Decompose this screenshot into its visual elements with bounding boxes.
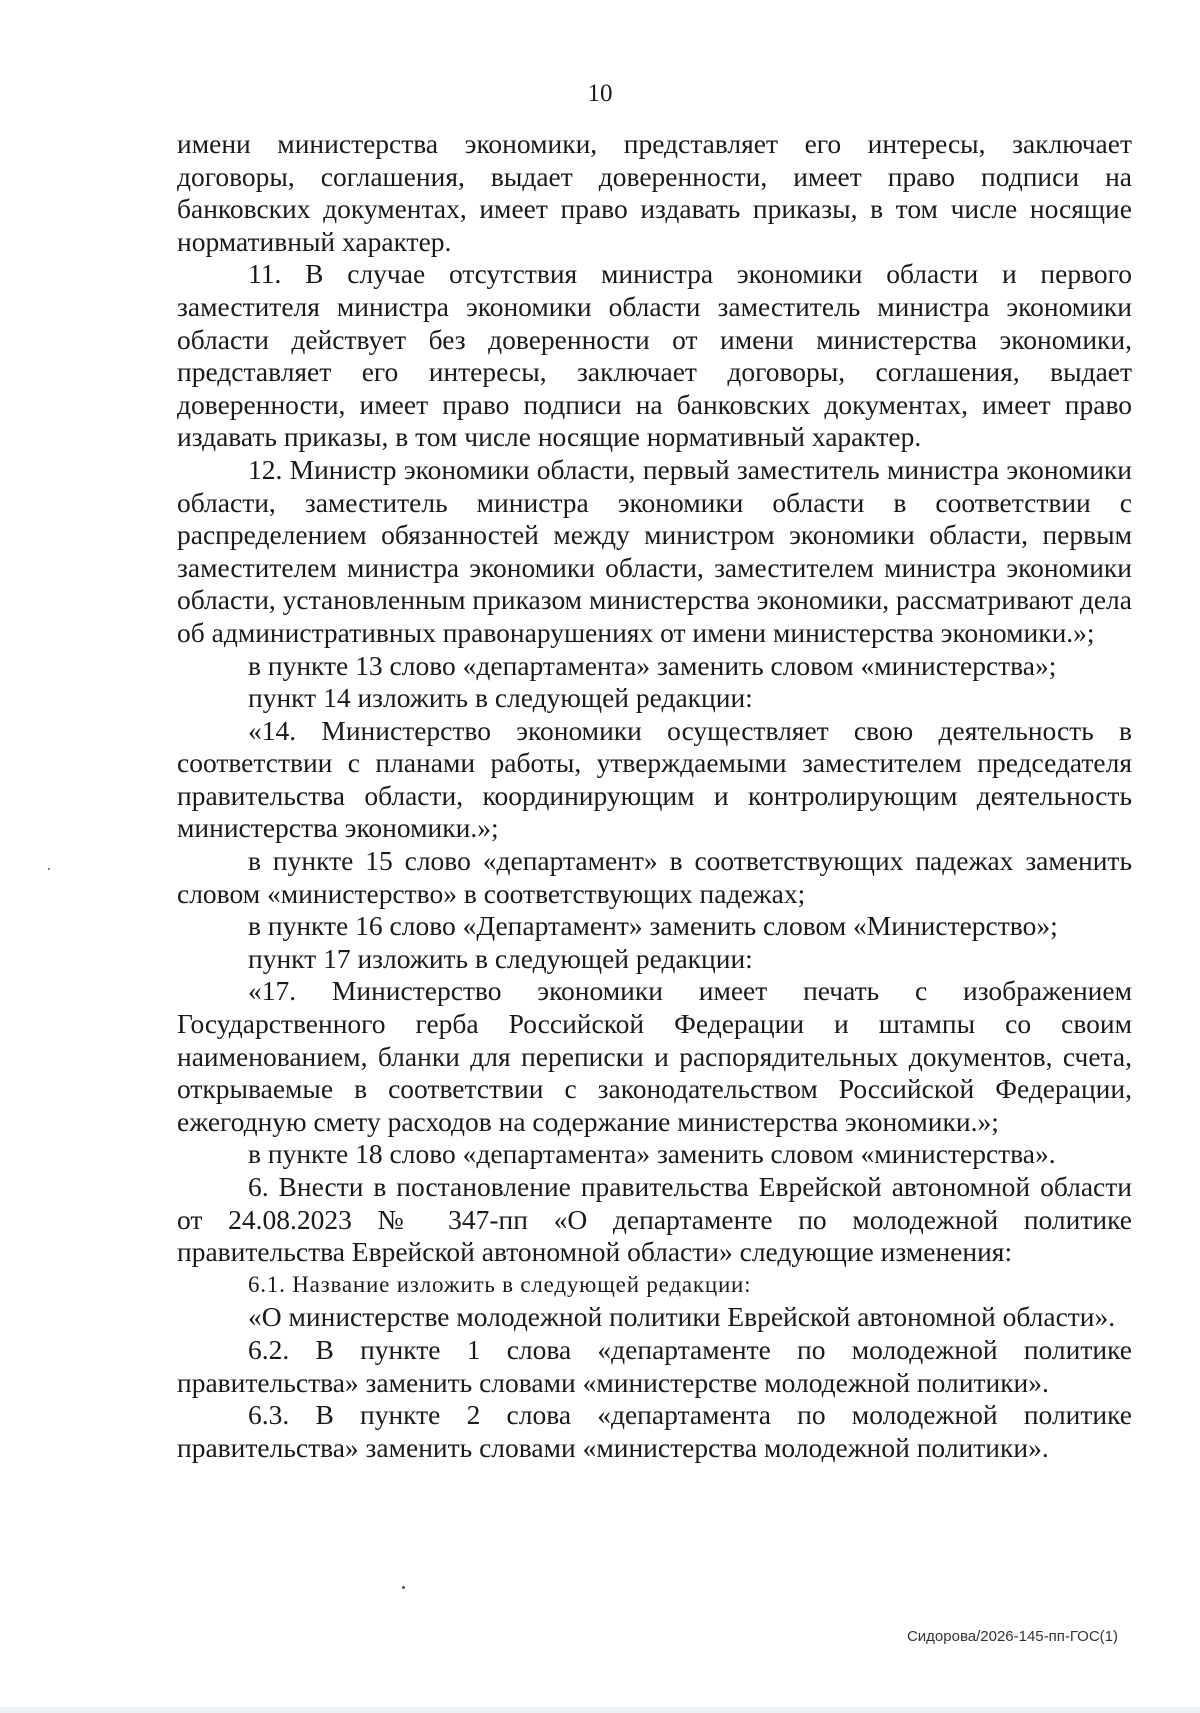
page-number: 10 (587, 80, 613, 107)
paragraph-14-new-text: «14. Министерство экономики осуществляет свою деятельность в соответствии с планами работы, утверждаемыми заместителем председателя правительства области, координирующим и контролирующим деятельность министерства экономики.»; (177, 714, 1132, 844)
paragraph-12: 12. Министр экономики области, первый заместитель министра экономики области, заместитель министра экономики области в соответствии с распределением обязанностей между министром экономики области, первым заместителем министра экономики области, заместителем министра экономики области, установленным приказом министерства экономики, рассматривают дела об административных правонарушениях от имени министерства экономики.»; (177, 453, 1132, 648)
paragraph-item-17-intro: пункт 17 изложить в следующей редакции: (248, 942, 753, 974)
paragraph-6-1: 6.1. Название изложить в следующей редакции: (248, 1271, 752, 1297)
paragraph-item-15-amendment: в пункте 15 слово «департамент» в соответствующих падежах заменить словом «министерство» в соответствующих падежах; (177, 845, 1132, 909)
paragraph-continuation: имени министерства экономики, представляет его интересы, заключает договоры, соглашения, выдает доверенности, имеет право подписи на банковских документах, имеет право издавать приказы, в том числе носящие нормативный характер. (177, 128, 1132, 257)
paragraph-6: 6. Внести в постановление правительства Еврейской автономной области от 24.08.2023 № 347-пп «О департаменте по молодежной политике правительства Еврейской автономной области» следующие изменения: (177, 1171, 1132, 1268)
paragraph-item-14-intro: пункт 14 изложить в следующей редакции: (248, 682, 753, 714)
paragraph-item-13-amendment: в пункте 13 слово «департамента» заменить словом «министерства»; (248, 649, 1057, 681)
paragraph-item-18-amendment: в пункте 18 слово «департамента» заменить словом «министерства». (248, 1138, 1056, 1170)
paragraph-6-3: 6.3. В пункте 2 слова «департамента по молодежной политике правительства» заменить словами «министерства молодежной политики». (177, 1399, 1132, 1463)
scan-speck (48, 868, 50, 870)
paragraph-6-2: 6.2. В пункте 1 слова «департаменте по молодежной политике правительства» заменить словами «министерстве молодежной политики». (177, 1333, 1132, 1398)
paragraph-11: 11. В случае отсутствия министра экономики области и первого заместителя министра экономики области заместитель министра экономики области действует без доверенности от имени министерства экономики, представляет его интересы, заключает договоры, соглашения, выдает доверенности, имеет право подписи на банковских документах, имеет право издавать приказы, в том числе носящие нормативный характер. (177, 258, 1132, 453)
scan-speck (402, 1586, 405, 1589)
paragraph-17-new-text: «17. Министерство экономики имеет печать с изображением Государственного герба Российской Федерации и штампы со своим наименованием, бланки для переписки и распорядительных документов, счета, открываемые в соответствии с законодательством Российской Федерации, ежегодную смету расходов на содержание министерства экономики.»; (177, 975, 1132, 1137)
scan-bottom-edge (0, 1707, 1200, 1713)
paragraph-item-16-amendment: в пункте 16 слово «Департамент» заменить словом «Министерство»; (248, 910, 1058, 942)
document-body (177, 128, 1132, 1464)
document-footer-code: Сидорова/2026-145-пп-ГОС(1) (906, 1628, 1118, 1645)
paragraph-6-1-new-title: «О министерстве молодежной политики Еврейской автономной области». (248, 1301, 1116, 1333)
